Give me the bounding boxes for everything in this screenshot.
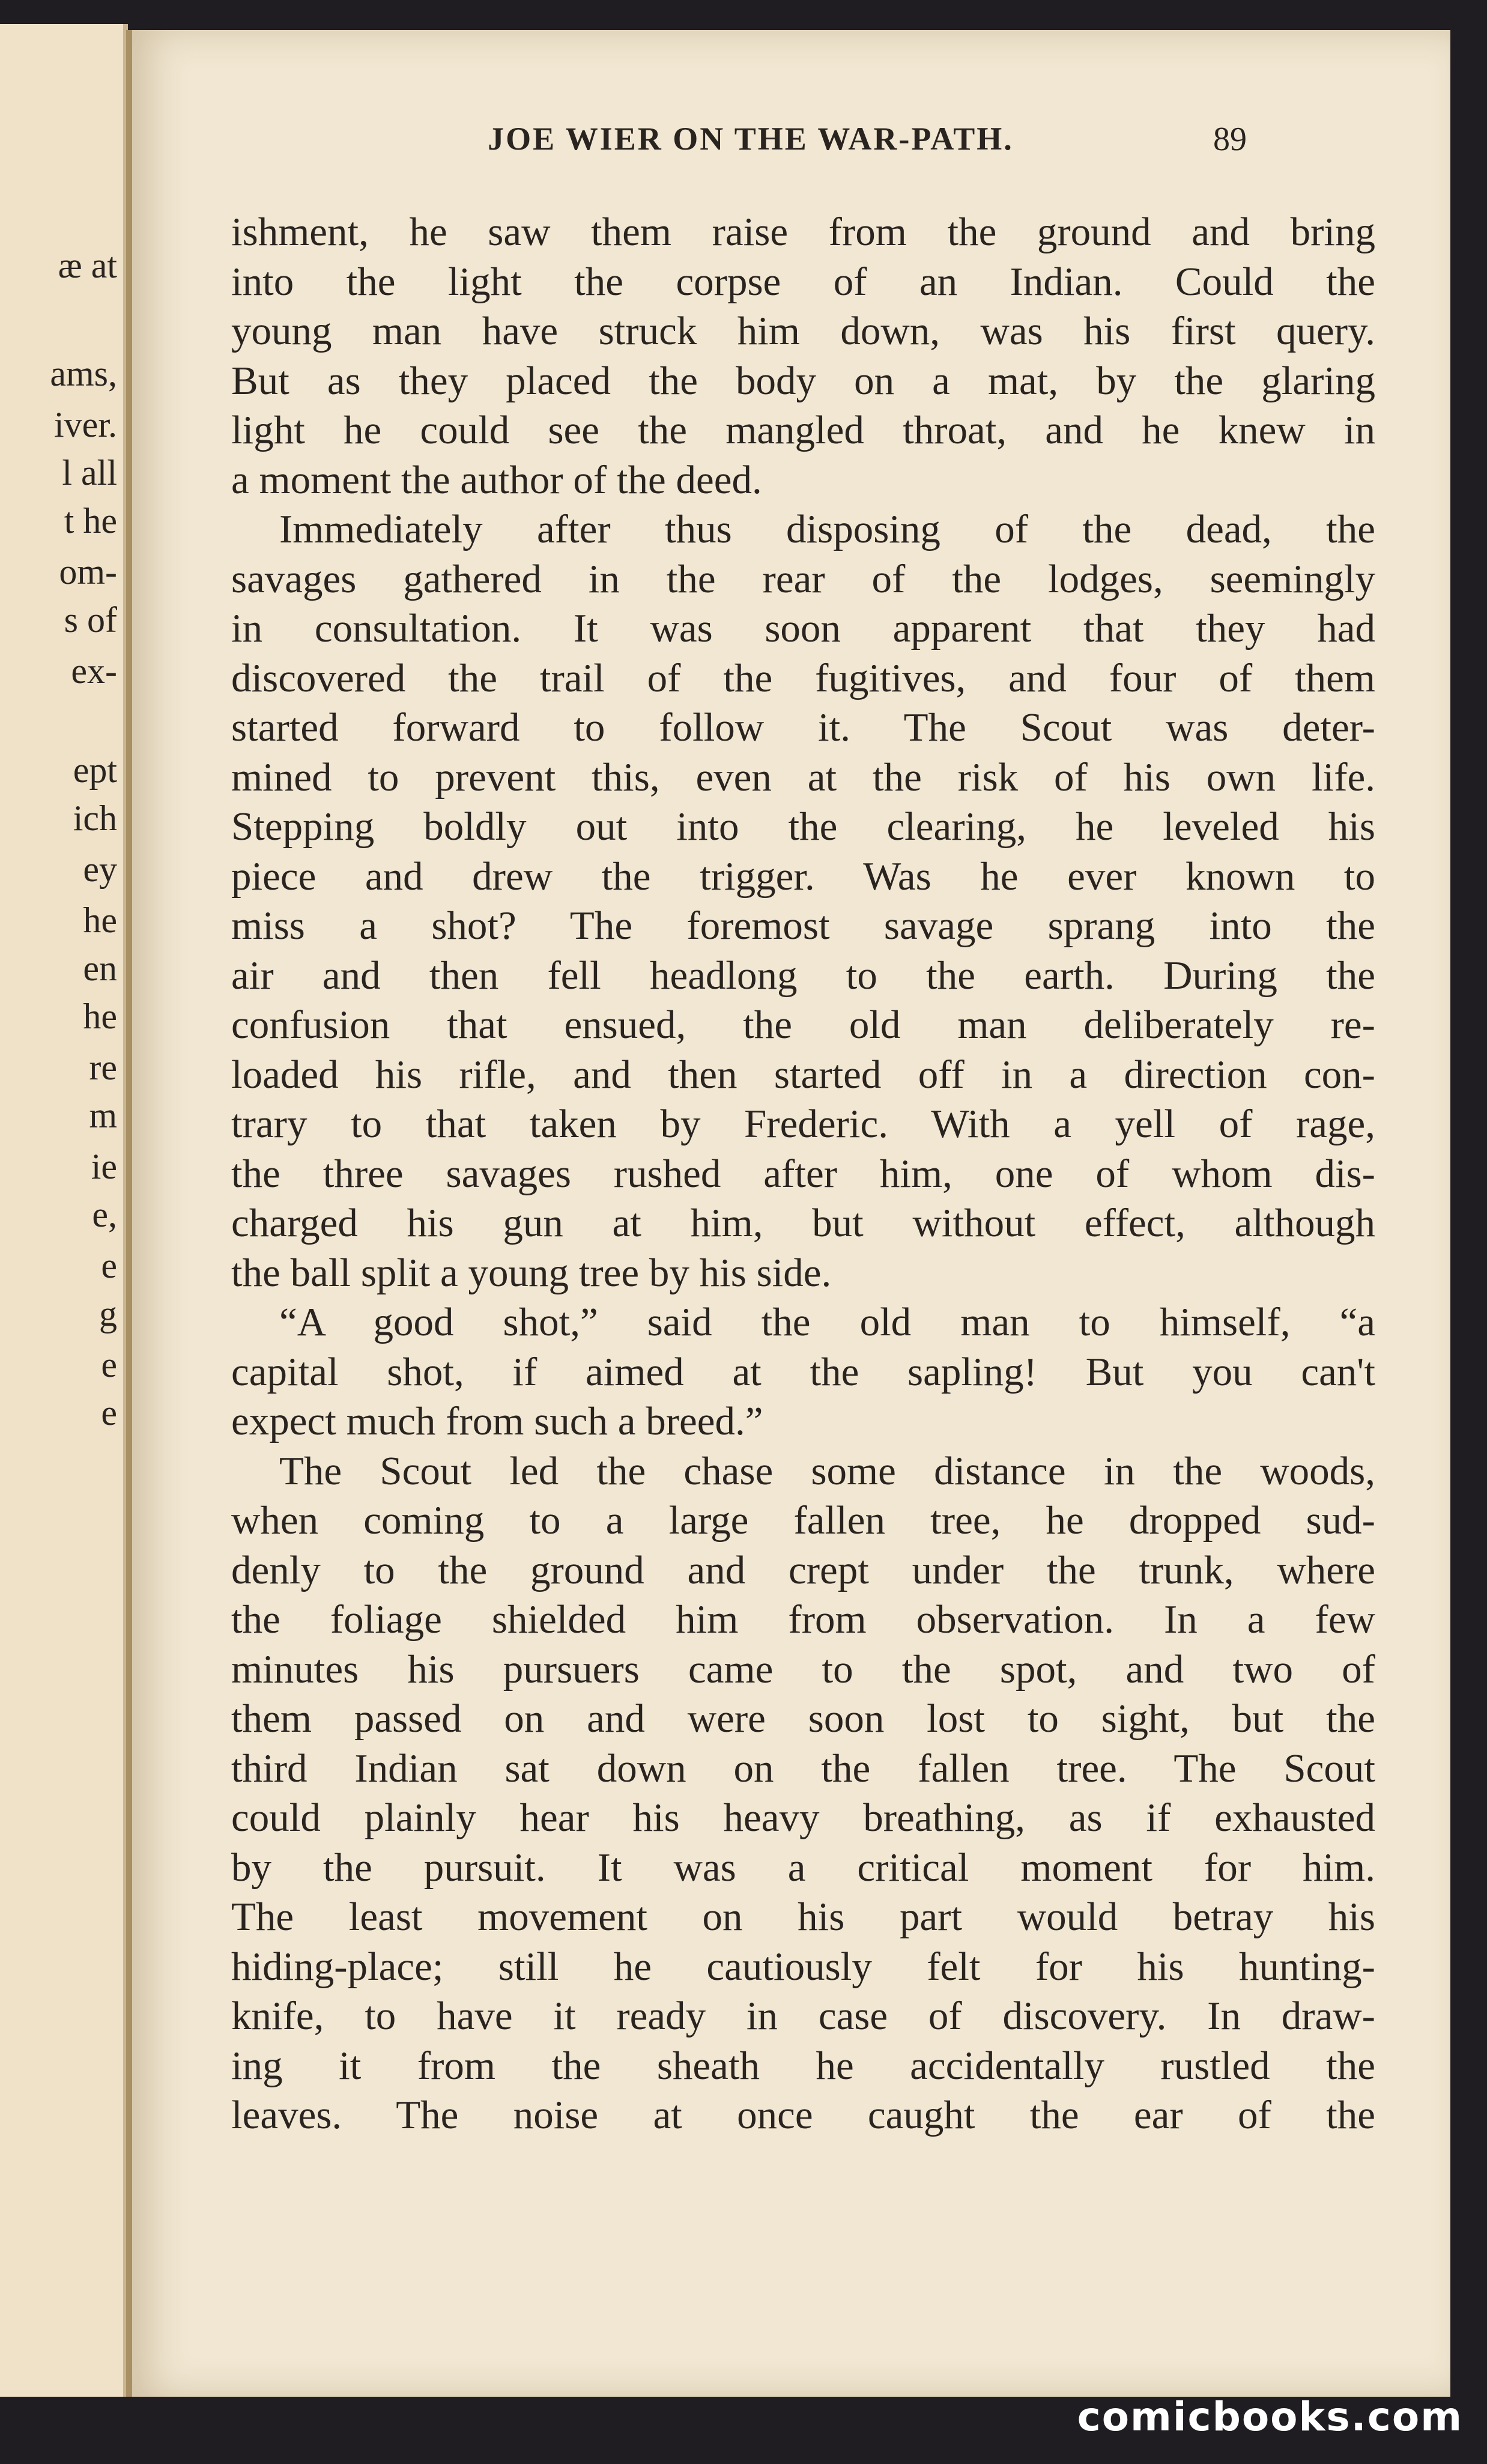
- text-line: young man have struck him down, was his first query.: [231, 309, 1375, 353]
- facing-page-line: s of: [64, 600, 117, 640]
- facing-page-line: e: [101, 1393, 117, 1433]
- text-line: The least movement on his part would betray his: [231, 1895, 1375, 1939]
- text-line: air and then fell headlong to the earth. During the: [231, 953, 1375, 998]
- text-line: started forward to follow it. The Scout was deter-: [231, 705, 1375, 750]
- facing-page-line: t he: [64, 501, 117, 541]
- text-line: a moment the author of the deed.: [231, 457, 762, 502]
- facing-page-line: he: [83, 997, 117, 1036]
- text-line: savages gathered in the rear of the lodges, seemingly: [231, 556, 1375, 601]
- text-line: the three savages rushed after him, one of whom dis-: [231, 1151, 1375, 1196]
- text-line: discovered the trail of the fugitives, and four of them: [231, 655, 1375, 700]
- text-line: mined to prevent this, even at the risk of his own life.: [231, 754, 1375, 800]
- text-line: by the pursuit. It was a critical moment for him.: [231, 1845, 1375, 1890]
- text-line: the foliage shielded him from observation. In a few: [231, 1597, 1375, 1642]
- text-line: charged his gun at him, but without effect, although: [231, 1201, 1375, 1245]
- watermark: comicbooks.com: [1077, 2394, 1463, 2440]
- text-line: “A good shot,” said the old man to himself, “a: [279, 1300, 1375, 1344]
- text-line: The Scout led the chase some distance in the woods,: [279, 1448, 1375, 1493]
- text-line: loaded his rifle, and then started off in a direction con-: [231, 1052, 1375, 1097]
- facing-page-line: æ at: [58, 246, 117, 285]
- text-line: denly to the ground and crept under the trunk, where: [231, 1547, 1375, 1592]
- text-line: Stepping boldly out into the clearing, he leveled his: [231, 804, 1375, 849]
- facing-page-line: om-: [59, 552, 117, 592]
- running-head: JOE WIER ON THE WAR-PATH.: [488, 121, 1014, 157]
- book-page: [126, 30, 1450, 2397]
- text-line: them passed on and were soon lost to sight, but the: [231, 1696, 1375, 1741]
- text-line: Immediately after thus disposing of the dead, the: [279, 507, 1375, 551]
- text-line: the ball split a young tree by his side.: [231, 1250, 832, 1295]
- body-text: [231, 207, 1375, 2140]
- text-line: leaves. The noise at once caught the ear of the: [231, 2093, 1375, 2137]
- text-line: light he could see the mangled throat, and he knew in: [231, 408, 1375, 452]
- text-line: into the light the corpse of an Indian. Could the: [231, 259, 1375, 304]
- text-line: trary to that taken by Frederic. With a yell of rage,: [231, 1102, 1375, 1146]
- text-line: ishment, he saw them raise from the ground and bring: [231, 210, 1375, 254]
- facing-page-line: re: [89, 1048, 117, 1087]
- text-line: in consultation. It was soon apparent that they had: [231, 606, 1375, 651]
- facing-page-line: en: [83, 948, 117, 988]
- facing-page-line: e,: [92, 1195, 117, 1234]
- text-line: But as they placed the body on a mat, by the glaring: [231, 358, 1375, 403]
- facing-page-line: e: [101, 1246, 117, 1285]
- text-line: knife, to have it ready in case of discovery. In draw-: [231, 1994, 1375, 2038]
- text-line: when coming to a large fallen tree, he dropped sud-: [231, 1498, 1375, 1543]
- text-line: confusion that ensued, the old man deliberately re-: [231, 1003, 1375, 1047]
- text-line: ing it from the sheath he accidentally rustled the: [231, 2043, 1375, 2088]
- text-line: expect much from such a breed.”: [231, 1399, 763, 1443]
- facing-page-line: ie: [91, 1147, 117, 1186]
- text-line: piece and drew the trigger. Was he ever known to: [231, 854, 1375, 899]
- facing-page-line: iver.: [54, 405, 117, 445]
- text-line: capital shot, if aimed at the sapling! But you can't: [231, 1349, 1375, 1394]
- facing-page-line: ey: [83, 849, 117, 889]
- facing-page-line: ept: [73, 750, 117, 790]
- page-number: 89: [1213, 121, 1247, 158]
- text-line: third Indian sat down on the fallen tree. The Scout: [231, 1746, 1375, 1791]
- facing-page-line: he: [83, 900, 117, 940]
- facing-page-line: e: [101, 1345, 117, 1385]
- text-line: minutes his pursuers came to the spot, and two of: [231, 1646, 1375, 1692]
- facing-page-edge: [0, 24, 128, 2397]
- facing-page-line: ams,: [50, 354, 117, 393]
- facing-page-line: m: [89, 1096, 117, 1135]
- facing-page-line: g: [99, 1294, 117, 1334]
- facing-page-line: ex-: [71, 651, 117, 691]
- text-line: hiding-place; still he cautiously felt for his hunting-: [231, 1944, 1375, 1989]
- text-line: could plainly hear his heavy breathing, as if exhausted: [231, 1795, 1375, 1840]
- text-line: miss a shot? The foremost savage sprang into the: [231, 903, 1375, 948]
- facing-page-line: l all: [62, 453, 117, 493]
- facing-page-line: ich: [73, 798, 117, 838]
